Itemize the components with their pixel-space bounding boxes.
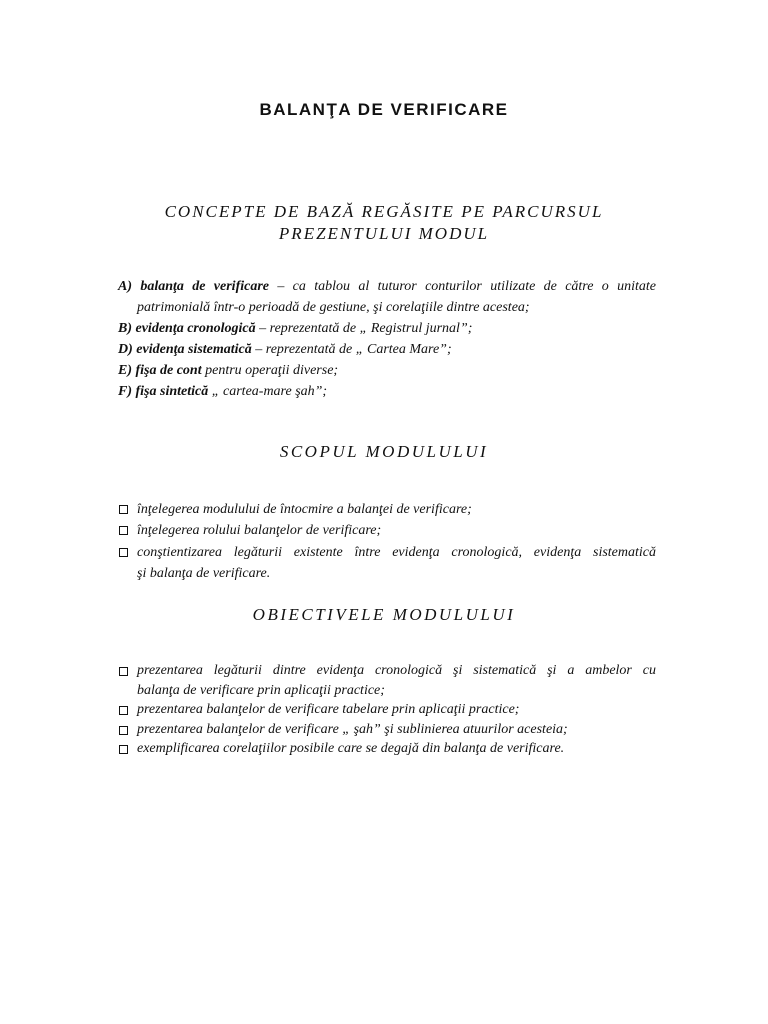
concept-item-e — [118, 360, 656, 381]
section-heading-scop: SCOPUL MODULULUI — [279, 442, 489, 461]
obiective-item-3-text: prezentarea balanţelor de verificare „ şah” şi sublinierea atuurilor acesteia; — [137, 721, 568, 737]
concepts-heading-line-2: PREZENTULUI MODUL — [278, 224, 490, 243]
obiective-item-2 — [118, 700, 656, 720]
obiective-item-1-line-2: balanţa de verificare prin aplicaţii practice; — [137, 682, 385, 698]
concept-item-a-term: balanţa de verificare — [140, 279, 269, 294]
concepts-heading-line-1: CONCEPTE DE BAZĂ REGĂSITE PE PARCURSUL — [164, 202, 604, 221]
concept-item-a-line-2: patrimonială într-o perioadă de gestiune, şi corelaţiile dintre acestea; — [137, 300, 530, 315]
concept-item-d-term: evidenţa sistematică — [136, 342, 252, 357]
concept-item-a-text: – ca tablou al tuturor conturilor utilizate de către o unitate — [277, 279, 656, 294]
concept-item-e-text: pentru operaţii diverse; — [205, 363, 339, 378]
scop-item-3-line-1: conştientizarea legăturii existente între evidenţa cronologică, evidenţa sistematică — [137, 544, 656, 560]
obiective-item-4 — [118, 739, 656, 759]
concept-item-d — [118, 339, 656, 360]
scop-list — [118, 499, 656, 584]
obiective-item-2-text: prezentarea balanţelor de verificare tabelare prin aplicaţii practice; — [137, 702, 520, 717]
obiective-item-4-text: exemplificarea corelaţiilor posibile care se degajă din balanţa de verificare. — [137, 741, 565, 756]
concept-item-b — [118, 318, 656, 339]
concept-item-b-term: evidenţa cronologică — [135, 321, 256, 336]
obiective-item-1-line-1: prezentarea legăturii dintre evidenţa cronologică şi sistematică şi a ambelor cu — [137, 663, 656, 678]
scop-item-1 — [118, 499, 656, 520]
scop-item-1-text: înţelegerea modulului de întocmire a balanţei de verificare; — [137, 502, 472, 517]
concept-item-e-label: E) — [118, 363, 132, 378]
scop-item-3 — [118, 542, 656, 585]
concept-item-b-text: – reprezentată de „ Registrul jurnal”; — [259, 321, 473, 336]
concept-item-f-term: fişa sintetică — [135, 384, 209, 399]
scop-item-2-text: înţelegerea rolului balanţelor de verificare; — [137, 523, 382, 539]
concept-list — [118, 276, 656, 402]
concept-item-a — [118, 276, 656, 318]
square-bullet-icon — [119, 505, 128, 514]
obiective-list — [118, 661, 656, 759]
concept-item-a-label: A) — [118, 279, 132, 294]
concept-item-d-label: D) — [118, 342, 133, 357]
square-bullet-icon — [119, 745, 128, 754]
obiective-item-3 — [118, 720, 656, 740]
concept-item-e-term: fişa de cont — [135, 363, 202, 378]
square-bullet-icon — [119, 526, 128, 535]
square-bullet-icon — [119, 667, 128, 676]
obiective-item-1 — [118, 661, 656, 700]
scop-item-2 — [118, 520, 656, 541]
concept-item-a-line-1 — [118, 276, 656, 297]
square-bullet-icon — [119, 726, 128, 735]
section-heading-concepts — [0, 201, 768, 245]
document-title: BALANŢA DE VERIFICARE — [259, 100, 509, 119]
section-heading-obiective: OBIECTIVELE MODULULUI — [252, 605, 516, 624]
scop-item-3-line-2: şi balanţa de verificare. — [137, 565, 271, 581]
concept-item-f-label: F) — [118, 384, 132, 399]
concept-item-b-label: B) — [118, 321, 132, 336]
concept-item-f — [118, 381, 656, 402]
concept-item-f-text: „ cartea-mare şah”; — [211, 384, 328, 399]
square-bullet-icon — [119, 706, 128, 715]
square-bullet-icon — [119, 548, 128, 557]
concept-item-d-text: – reprezentată de „ Cartea Mare”; — [255, 342, 452, 357]
